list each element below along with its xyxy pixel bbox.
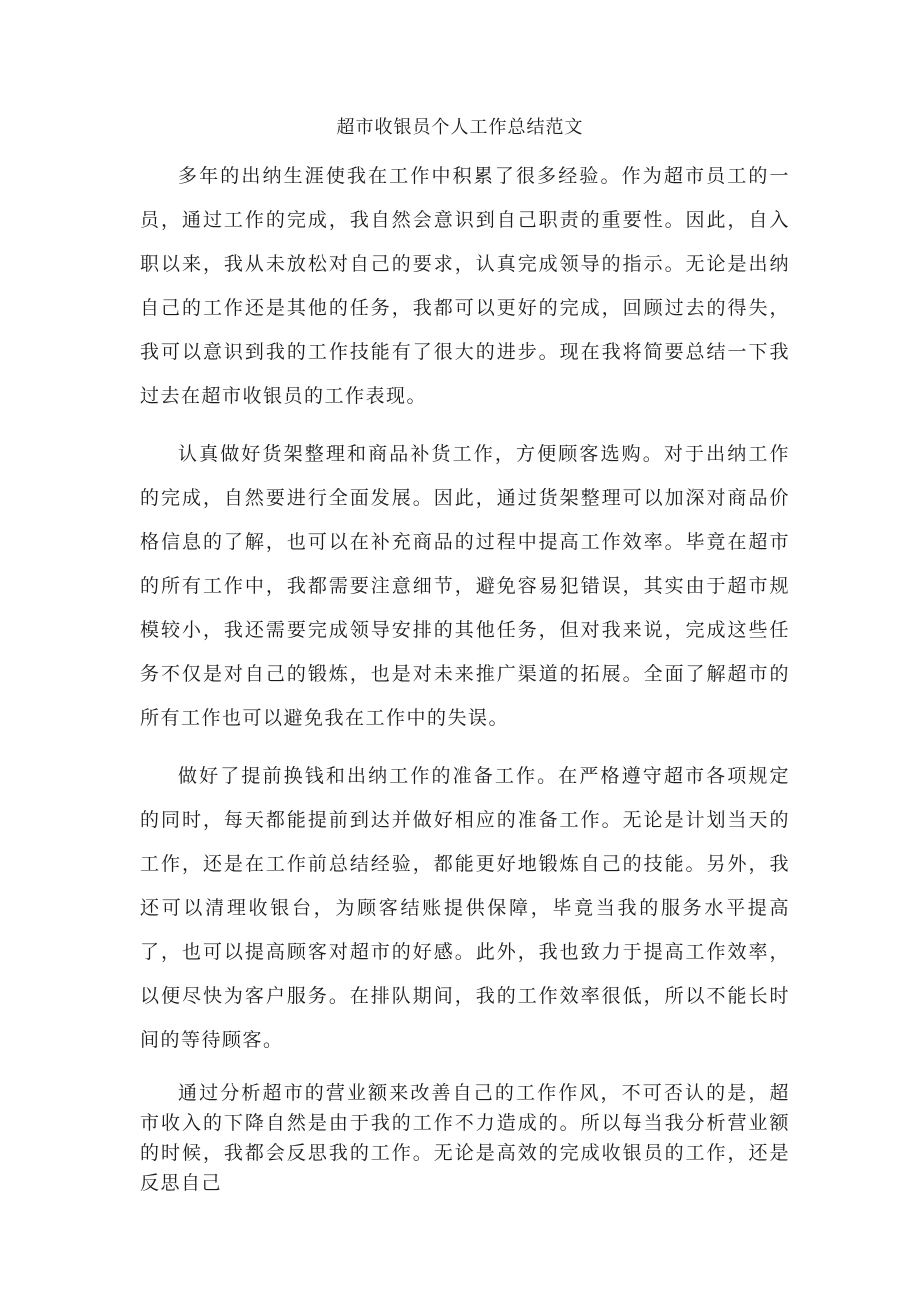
document-title: 超市收银员个人工作总结范文 (336, 117, 584, 138)
document-body-continued (140, 1078, 790, 1198)
paragraph-2: 认真做好货架整理和商品补货工作，方便顾客选购。对于出纳工作的完成，自然要进行全面发展。因此，通过货架整理可以加深对商品价格信息的了解，也可以在补充商品的过程中提高工作效率。毕竟在超市的所有工作中，我都需要注意细节，避免容易犯错误，其实由于超市规模较小，我还需要完成领导安排的其他任务，但对我来说，完成这些任务不仅是对自己的锻炼，也是对未来推广渠道的拓展。全面了解超市的所有工作也可以避免我在工作中的失误。 (140, 443, 790, 729)
paragraph-1: 多年的出纳生涯使我在工作中积累了很多经验。作为超市员工的一员，通过工作的完成，我自然会意识到自己职责的重要性。因此，自入职以来，我从未放松对自己的要求，认真完成领导的指示。无论是出纳自己的工作还是其他的任务，我都可以更好的完成，回顾过去的得失，我可以意识到我的工作技能有了很大的进步。现在我将简要总结一下我过去在超市收银员的工作表现。 (140, 165, 790, 407)
document-body (140, 154, 790, 1076)
paragraph-3: 做好了提前换钱和出纳工作的准备工作。在严格遵守超市各项规定的同时，每天都能提前到达并做好相应的准备工作。无论是计划当天的工作，还是在工作前总结经验，都能更好地锻炼自己的技能。另外，我还可以清理收银台，为顾客结账提供保障，毕竟当我的服务水平提高了，也可以提高顾客对超市的好感。此外，我也致力于提高工作效率，以便尽快为客户服务。在排队期间，我的工作效率很低，所以不能长时间的等待顾客。 (140, 765, 790, 1051)
paragraph-4: 通过分析超市的营业额来改善自己的工作作风，不可否认的是，超市收入的下降自然是由于我的工作不力造成的。所以每当我分析营业额的时候，我都会反思我的工作。无论是高效的完成收银员的工作，还是反思自己 (140, 1082, 790, 1194)
